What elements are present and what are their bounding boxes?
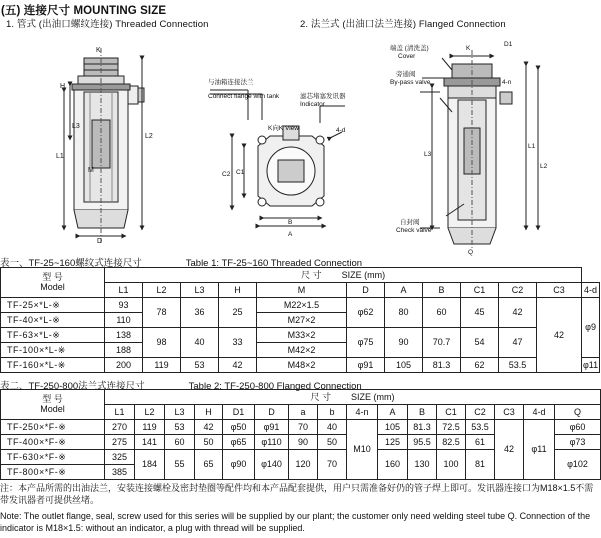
dim-l3b-label: L3	[424, 151, 432, 158]
t2-col-b-small: b	[318, 405, 347, 420]
table-row: TF-160×*L-※ 200 119 53 42 M48×2 φ91 105 81.3 62 53.5 φ11	[1, 358, 600, 373]
table-row: TF-40×*L-※ 110 M27×2	[1, 313, 600, 328]
t1-col-l2: L2	[143, 283, 181, 298]
t2-col-d: D	[255, 405, 289, 420]
t1-col-a: A	[385, 283, 423, 298]
dim-l1b-label: L1	[528, 143, 536, 150]
indicator-label-cn: 滤芯堵塞发讯器	[300, 93, 346, 100]
dim-4n-label: 4-n	[502, 79, 512, 86]
dim-q-label: Q	[468, 249, 474, 256]
table1-caption-cn: 表一、TF-25~160螺纹式连接尺寸	[0, 258, 142, 269]
t2-col-l2: L2	[135, 405, 165, 420]
t1-col-c1: C1	[461, 283, 499, 298]
t1-col-c3: C3	[537, 283, 582, 298]
t2-size-header: 尺 寸 SIZE (mm)	[105, 390, 601, 405]
t2-col-d1: D1	[223, 405, 255, 420]
t1-size-header: 尺 寸 SIZE (mm)	[105, 268, 582, 283]
note-chinese: 注：本产品所需的出油法兰，安装连接螺栓及密封垫圈等配件均和本产品配套提供，用户只需准备好仍的管子焊上即可。发讯器连接口为M18×1.5不需带发讯器者可提供丝堵。	[0, 483, 594, 505]
table-row: TF-250×*F-※ 270 119 53 42 φ50 φ91 70 40 M10 105 81.3 72.5 53.5 42 φ11 φ60	[1, 420, 601, 435]
table2-caption-en: Table 2: TF-250-800 Flanged Connection	[188, 381, 362, 392]
dim-h-label: H	[60, 83, 66, 90]
flange-label-en: Connect flange with tank	[208, 93, 280, 100]
technical-drawings	[0, 28, 600, 256]
dim-k2-label: K	[466, 45, 471, 52]
table-row: TF-25×*L-※ 93 78 36 25 M22×1.5 φ62 80 60 45 42 42 φ9	[1, 298, 600, 313]
dim-b-label: B	[288, 219, 293, 226]
threaded-filter-side-view	[64, 48, 144, 243]
t1-col-m: M	[257, 283, 347, 298]
t2-col-4n: 4-n	[347, 405, 378, 420]
dim-a-label: A	[288, 231, 293, 238]
dim-l2b-label: L2	[540, 163, 548, 170]
t2-col-a: A	[378, 405, 408, 420]
dim-c1-label: C1	[236, 169, 245, 176]
check-valve-label-en: Check valve	[396, 227, 432, 234]
dim-l3-label: L3	[72, 123, 80, 130]
t1-col-h: H	[219, 283, 257, 298]
threaded-connection-heading: 1. 管式 (出油口螺纹连接) Threaded Connection	[6, 19, 209, 30]
dim-d1-label: D1	[504, 41, 513, 48]
k-view-label: K向K View	[268, 125, 299, 132]
t2-col-c3: C3	[495, 405, 524, 420]
note-english: Note: The outlet flange, seal, screw used for this series will be supplied by our plant; the customer only need welding steel tube Q. Connection of the indicator is M18×1.5: without an indicator, a plug with thread will be supplied.	[0, 511, 591, 533]
t2-col-4d: 4-d	[524, 405, 555, 420]
flanged-connection-heading: 2. 法兰式 (出油口法兰连接) Flanged Connection	[300, 19, 506, 30]
t2-col-l3: L3	[165, 405, 195, 420]
dim-l1-label: L1	[56, 153, 64, 160]
check-valve-label-cn: 自封阀	[400, 219, 420, 226]
dim-l2-label: L2	[145, 133, 153, 140]
indicator-label-en: Indicator	[300, 101, 325, 108]
threaded-connection-table	[0, 267, 600, 373]
t2-col-c2: C2	[466, 405, 495, 420]
bypass-label-en: By-pass valve	[390, 79, 431, 86]
k-view-drawing	[210, 90, 345, 226]
t2-col-h: H	[195, 405, 223, 420]
t2-col-l1: L1	[105, 405, 135, 420]
t2-col-c1: C1	[437, 405, 466, 420]
dim-d-label: D	[97, 238, 103, 245]
t2-col-a-small: a	[289, 405, 318, 420]
bypass-label-cn: 旁通阀	[396, 71, 416, 78]
flanged-filter-side-view	[420, 50, 538, 248]
dim-m-label: M	[88, 167, 94, 174]
dim-c2-label: C2	[222, 171, 231, 178]
t1-col-l3: L3	[181, 283, 219, 298]
page-title: (五) 连接尺寸 MOUNTING SIZE	[1, 5, 167, 17]
t1-col-l1: L1	[105, 283, 143, 298]
table-row: TF-63×*L-※ 138 98 40 33 M33×2 φ75 90 70.7 54 47	[1, 328, 600, 343]
cover-label-cn: 端盖 (清洗盖)	[390, 45, 429, 52]
table2-caption-cn: 表二、TF-250-800法兰式连接尺寸	[0, 381, 145, 392]
dim-4d-label: 4-d	[336, 127, 346, 134]
drawings-svg	[0, 28, 600, 256]
t2-col-b: B	[408, 405, 437, 420]
dim-k-label: K	[96, 47, 101, 54]
table-row: TF-630×*F-※ 325 184 55 65 φ90 φ140 120 70 160 130 100 81 φ102	[1, 450, 601, 465]
t1-col-d: D	[347, 283, 385, 298]
cover-label-en: Cover	[398, 53, 416, 60]
t1-col-c2: C2	[499, 283, 537, 298]
t1-col-b: B	[423, 283, 461, 298]
table-row: TF-800×*F-※ 385	[1, 465, 601, 480]
table-row: TF-400×*F-※ 275 141 60 50 φ65 φ110 90 50 125 95.5 82.5 61 φ73	[1, 435, 601, 450]
t2-col-q: Q	[555, 405, 601, 420]
flange-label-cn: 与油箱连接法兰	[208, 79, 254, 86]
flanged-connection-table	[0, 389, 601, 480]
table-row: TF-100×*L-※ 188 M42×2	[1, 343, 600, 358]
t2-model-header: 型 号 Model	[1, 390, 105, 420]
t1-col-4d: 4-d	[582, 283, 600, 298]
t1-model-header: 型 号 Model	[1, 268, 105, 298]
table1-caption-en: Table 1: TF-25~160 Threaded Connection	[185, 258, 363, 269]
